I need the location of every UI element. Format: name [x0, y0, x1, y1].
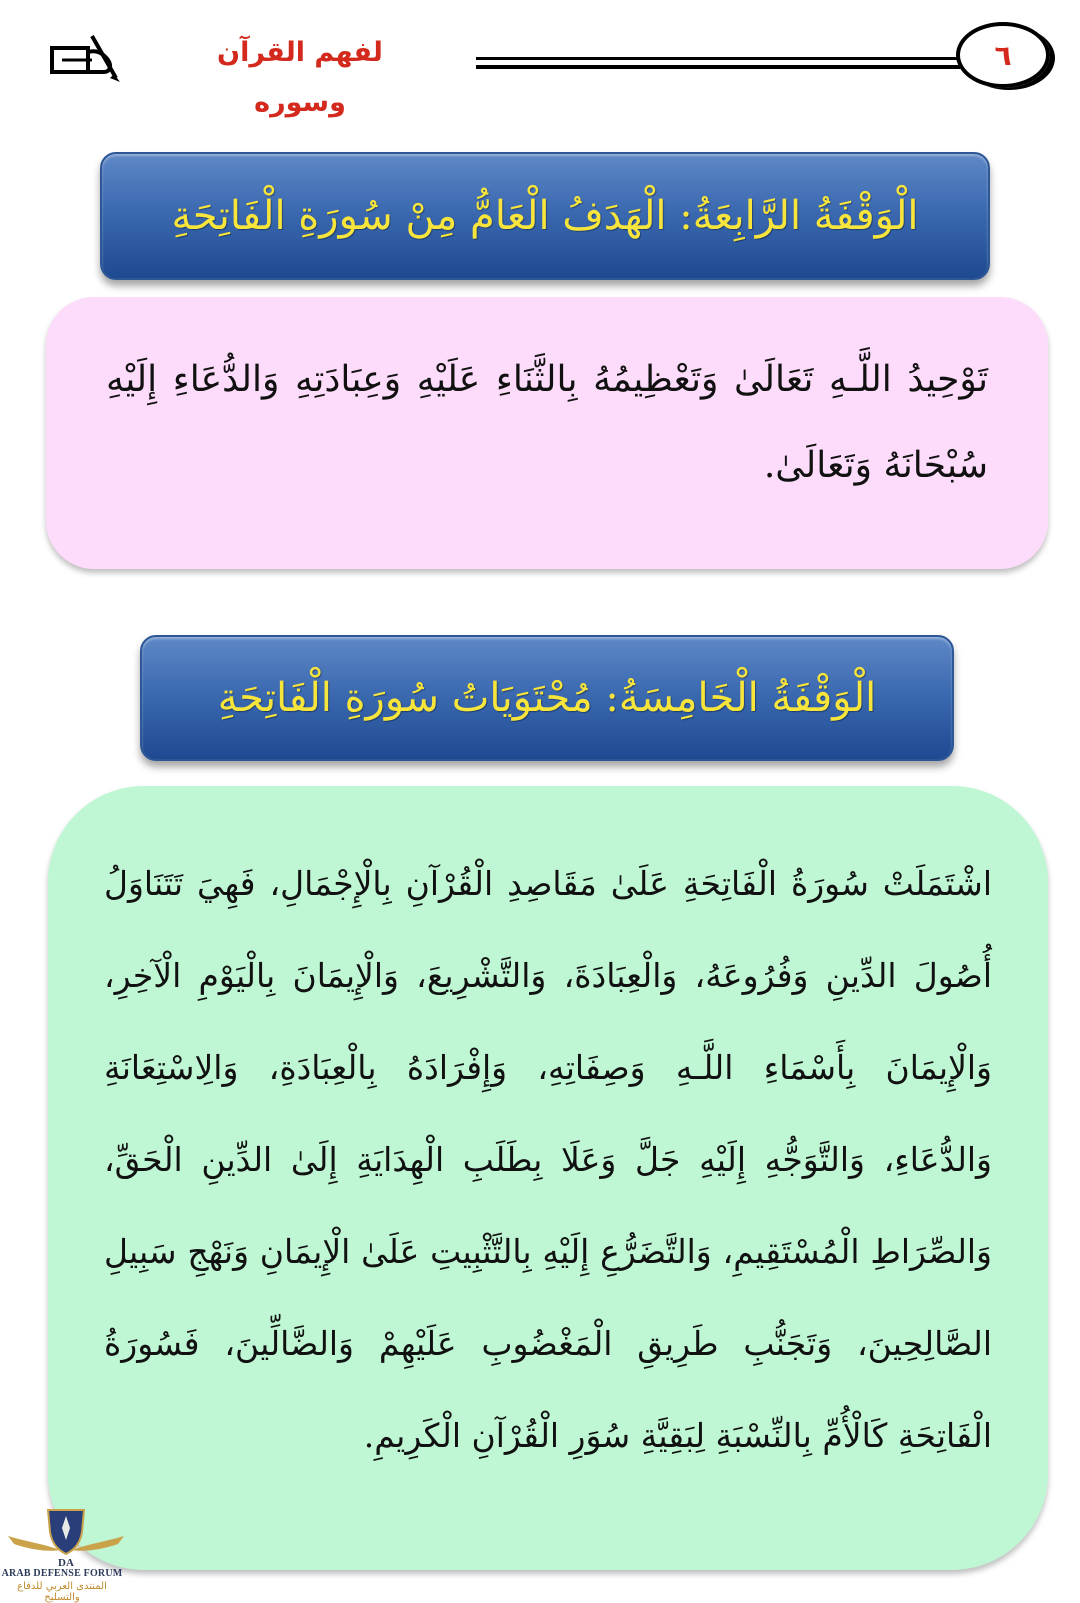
logo-name-ar: المنتدى العربي للدفاع والتسليح — [17, 1581, 107, 1603]
logo-abbr: DA — [58, 1557, 74, 1569]
section-5-box — [48, 786, 1048, 1570]
page-number-badge — [956, 22, 1050, 88]
section-4-heading: الْوَقْفَةُ الرَّابِعَةُ: الْهَدَفُ الْعَامُّ مِنْ سُورَةِ الْفَاتِحَةِ — [171, 193, 919, 239]
logo-name-en: ARAB DEFENSE FORUM — [1, 1568, 123, 1579]
header-divider — [476, 57, 960, 73]
section-4-banner — [100, 152, 990, 280]
writing-hand-icon — [48, 30, 122, 84]
section-4-box — [46, 297, 1048, 569]
section-4-body: تَوْحِيدُ اللَّـهِ تَعَالَىٰ وَتَعْظِيمُهُ بِالثَّنَاءِ عَلَيْهِ وَعِبَادَتِهِ وَالدُّعَاءِ إِلَيْهِ سُبْحَانَهُ وَتَعَالَىٰ. — [106, 359, 988, 486]
section-5-banner — [140, 635, 954, 761]
section-5-body: اشْتَمَلَتْ سُورَةُ الْفَاتِحَةِ عَلَىٰ مَقَاصِدِ الْقُرْآنِ بِالْإِجْمَالِ، فَهِيَ تَتَنَاوَلُ أُصُولَ الدِّينِ وَفُرُوعَهُ، وَالْعِبَادَةَ، وَالتَّشْرِيعَ، وَالْإِيمَانَ بِالْيَوْمِ الْآخِرِ، وَالْإِيمَانَ بِأَسْمَاءِ اللَّـهِ وَصِفَاتِهِ، وَإِفْرَادَهُ بِالْعِبَادَةِ، وَالِاسْتِعَانَةِ وَالدُّعَاءِ، وَالتَّوَجُّهِ إِلَيْهِ جَلَّ وَعَلَا بِطَلَبِ الْهِدَايَةِ إِلَىٰ الدِّينِ الْحَقِّ، وَالصِّرَاطِ الْمُسْتَقِيمِ، وَالتَّضَرُّعِ إِلَيْهِ بِالتَّثْبِيتِ عَلَىٰ الْإِيمَانِ وَنَهْجِ سَبِيلِ الصَّالِحِينَ، وَتَجَنُّبِ طَرِيقِ الْمَغْضُوبِ عَلَيْهِمْ وَالضَّالِّينَ، فَسُورَةُ الْفَاتِحَةِ كَالْأُمِّ بِالنِّسْبَةِ لِبَقِيَّةِ سُوَرِ الْقُرْآنِ الْكَرِيمِ. — [104, 864, 992, 1455]
header-title: لفهم القرآن وسوره — [217, 37, 383, 118]
page-number: ٦ — [994, 38, 1012, 72]
section-5-heading: الْوَقْفَةُ الْخَامِسَةُ: مُحْتَوَيَاتُ سُورَةِ الْفَاتِحَةِ — [217, 675, 877, 721]
